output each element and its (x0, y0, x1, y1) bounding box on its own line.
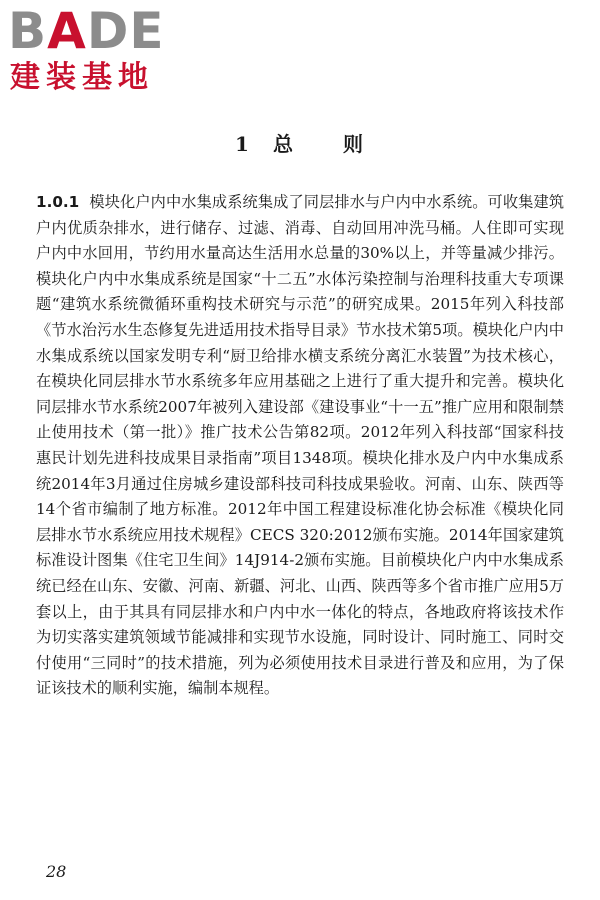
clause-paragraph (36, 190, 564, 702)
logo-letter-b: B (8, 2, 48, 60)
logo (8, 2, 178, 96)
chapter-number: 1 (235, 132, 251, 156)
clause-number: 1.0.1 (36, 193, 80, 211)
logo-subtitle: 建装基地 (10, 60, 154, 95)
chapter-title-char1: 总 (272, 132, 295, 156)
chapter-title-char2: 则 (342, 132, 365, 156)
clause-text: 模块化户内中水集成系统集成了同层排水与户内中水系统。可收集建筑户内优质杂排水，进行储存、过滤、消毒、自动回用冲洗马桶。人住即可实现户内中水回用，节约用水量高达生活用水总量的30%以上，并等量减少排污。模块化户内中水集成系统是国家“十二五”水体污染控制与治理科技重大专项课题“建筑水系统微循环重构技术研究与示范”的研究成果。2015年列入科技部《节水治污水生态修复先进适用技术指导目录》节水技术第5项。模块化户内中水集成系统以国家发明专利“厨卫给排水横支系统分离汇水装置”为技术核心，在模块化同层排水节水系统多年应用基础之上进行了重大提升和完善。模块化同层排水节水系统2007年被列入建设部《建设事业“十一五”推广应用和限制禁止使用技术（第一批）》推广技术公告第82项。2012年列入科技部“国家科技惠民计划先进科技成果目录指南”项目1348项。模块化排水及户内中水集成系统2014年3月通过住房城乡建设部科技司科技成果验收。河南、山东、陕西等14个省市编制了地方标准。2012年中国工程建设标准化协会标准《模块化同层排水节水系统应用技术规程》CECS 320:2012颁布实施。2014年国家建筑标准设计图集《住宅卫生间》14J914-2颁布实施。目前模块化户内中水集成系统已经在山东、安徽、河南、新疆、河北、山西、陕西等多个省市推广应用5万套以上，由于其具有同层排水和户内中水一体化的特点，各地政府将该技术作为切实落实建筑领域节能减排和实现节水设施，同时设计、同时施工、同时交付使用“三同时”的技术措施，列为必须使用技术目录进行普及和应用，为了保证该技术的顺利实施，编制本规程。 (36, 193, 564, 698)
page-number: 28 (46, 862, 67, 881)
logo-wordmark (8, 2, 165, 60)
logo-letters-de: DE (86, 2, 165, 60)
logo-letter-a: A (47, 2, 87, 60)
chapter-heading (0, 128, 600, 157)
